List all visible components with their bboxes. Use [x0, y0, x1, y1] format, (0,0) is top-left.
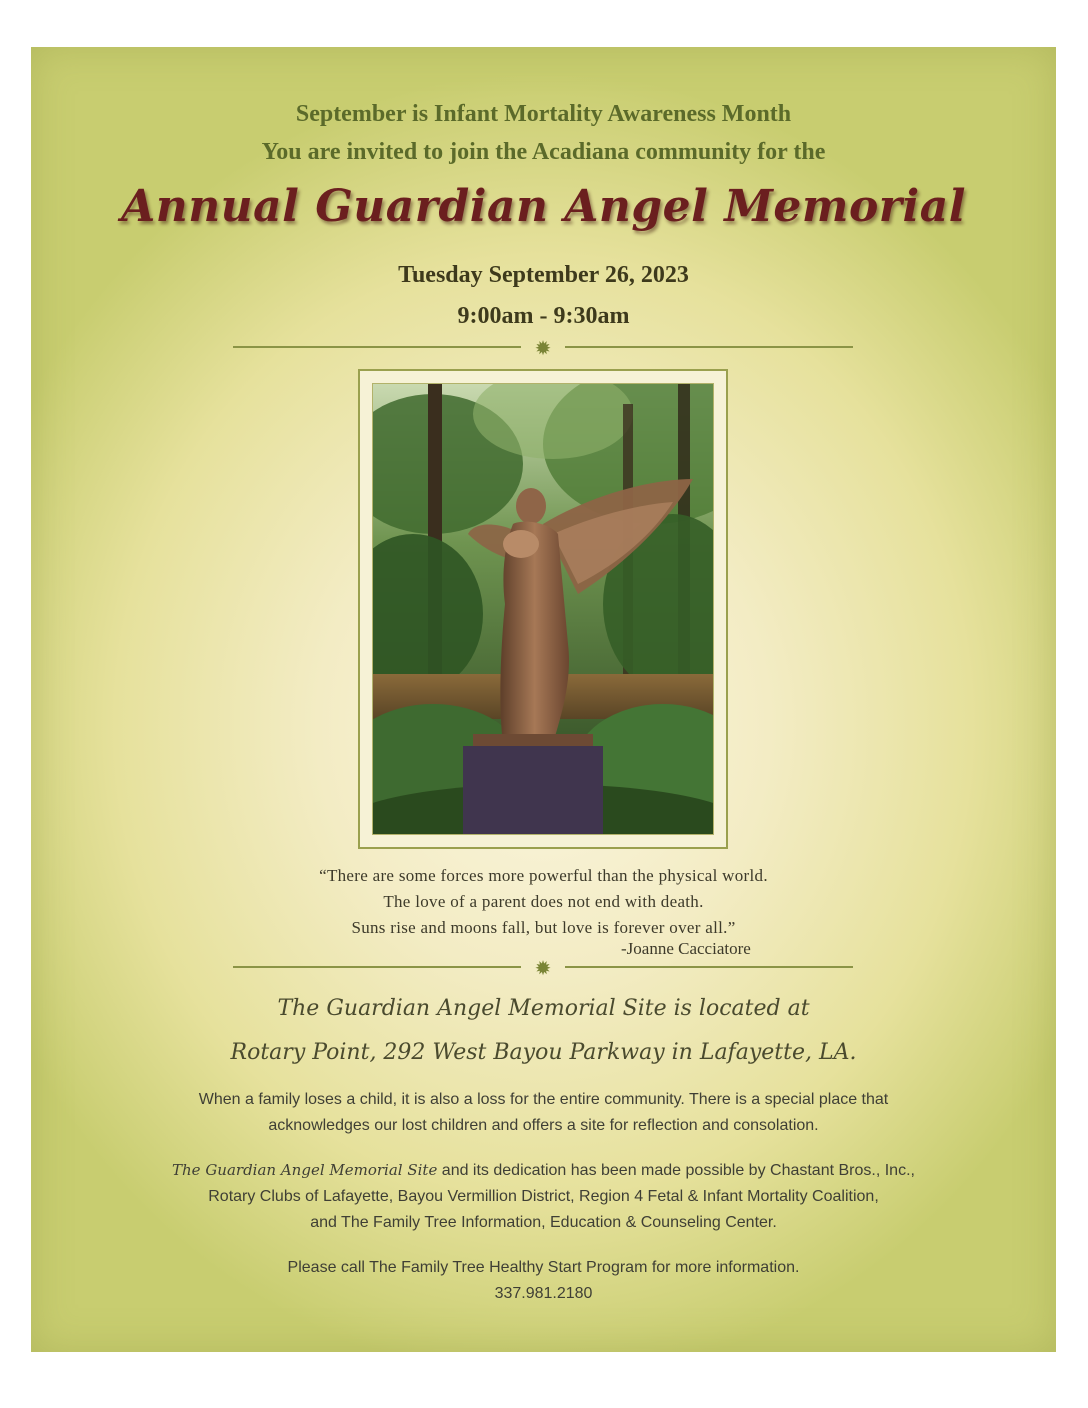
top-divider: [233, 336, 853, 360]
star-ornament-icon: ✹: [534, 956, 552, 980]
event-title: Annual Guardian Angel Memorial: [121, 181, 966, 232]
paragraph-line-1: When a family loses a child, it is also a loss for the entire community. There is a special place that: [198, 1091, 889, 1108]
invitation-heading: You are invited to join the Acadiana community for the: [261, 139, 826, 165]
dedication-paragraph: [31, 1157, 1056, 1236]
phone-number: 337.981.2180: [494, 1285, 593, 1302]
event-time: 9:00am - 9:30am: [457, 303, 630, 329]
paragraph-line-2: acknowledges our lost children and offers a site for reflection and consolation.: [268, 1117, 819, 1134]
quote-line-2: The love of a parent does not end with death.: [383, 892, 704, 911]
flyer: [31, 47, 1056, 1352]
dedication-line-1: [31, 1157, 1056, 1184]
awareness-heading: September is Infant Mortality Awareness Month: [295, 101, 792, 127]
dedication-line-3: and The Family Tree Information, Education & Counseling Center.: [310, 1214, 777, 1231]
dedication-line-2: Rotary Clubs of Lafayette, Bayou Vermillion District, Region 4 Fetal & Infant Mortality Coalition,: [208, 1188, 879, 1205]
dedication-site-name: The Guardian Angel Memorial Site: [172, 1161, 438, 1179]
header: [31, 95, 1056, 171]
dedication-rest: and its dedication has been made possible by Chastant Bros., Inc.,: [437, 1162, 915, 1179]
angel-statue-image: [373, 384, 714, 835]
quote: [31, 863, 1056, 941]
contact-info: [31, 1255, 1056, 1307]
angel-statue-photo: [358, 369, 728, 849]
location: [31, 987, 1056, 1075]
contact-text: Please call The Family Tree Healthy Start Program for more information.: [287, 1259, 800, 1276]
location-line-1: The Guardian Angel Memorial Site is located at: [277, 996, 810, 1021]
star-ornament-icon: ✹: [534, 336, 552, 360]
quote-line-1: “There are some forces more powerful than the physical world.: [319, 866, 768, 885]
location-line-2: Rotary Point, 292 West Bayou Parkway in Lafayette, LA.: [230, 1040, 857, 1065]
event-date: Tuesday September 26, 2023: [398, 262, 689, 288]
quote-author: -Joanne Cacciatore: [621, 939, 751, 958]
community-paragraph: [31, 1087, 1056, 1139]
quote-line-3: Suns rise and moons fall, but love is forever over all.”: [351, 918, 736, 937]
bottom-divider: [233, 956, 853, 980]
